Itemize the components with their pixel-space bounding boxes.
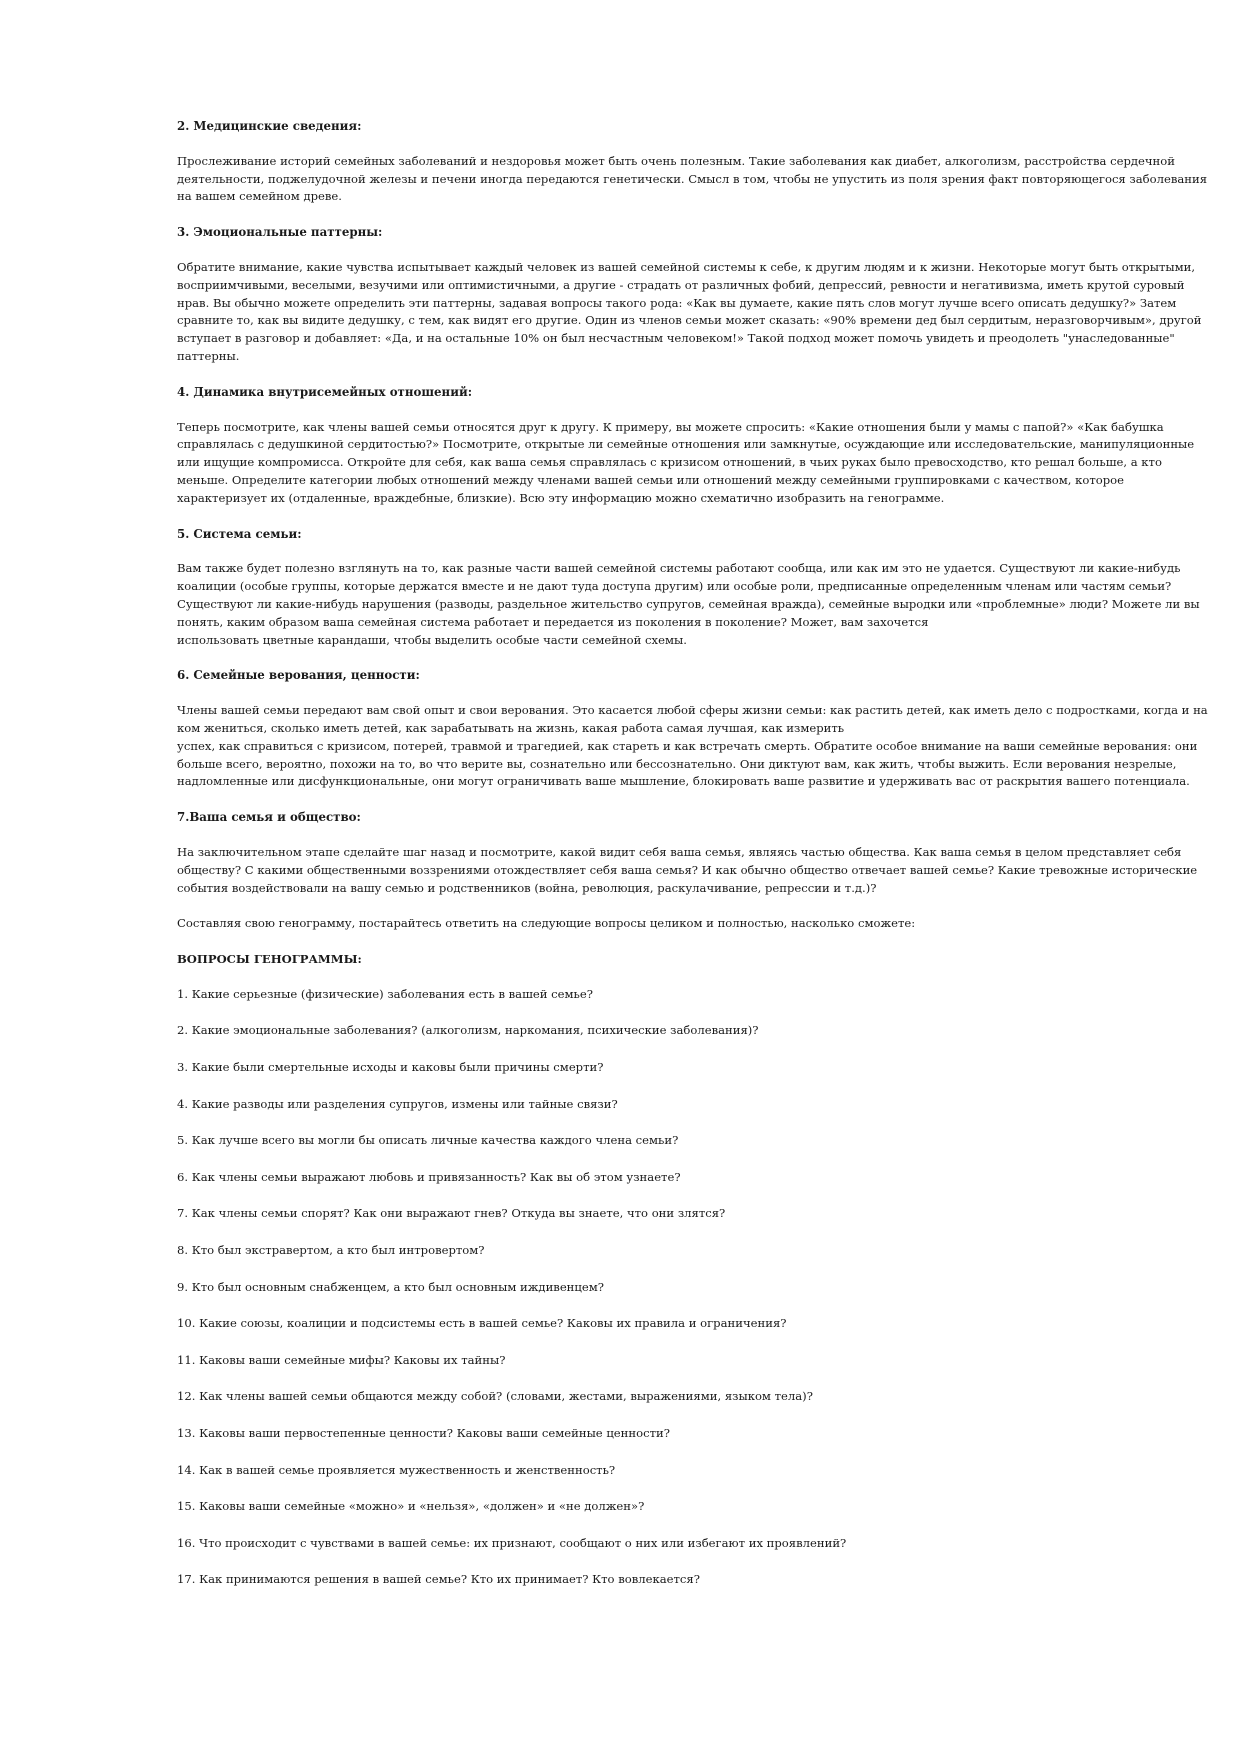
paragraph-line: успех, как справиться с кризисом, потерей, травмой и трагедией, как стареть и как встречать смерть. Обратите особое внимание на ваши семейные верования: они [177, 738, 1198, 753]
question-item: 3. Какие были смертельные исходы и каковы были причины смерти? [177, 1060, 604, 1075]
question-item: 1. Какие серьезные (физические) заболевания есть в вашей семье? [177, 986, 593, 1001]
paragraph-line: события воздействовали на вашу семью и родственников (война, революция, раскулачивание, репрессии и т.д.)? [177, 880, 877, 895]
question-item: 17. Как принимаются решения в вашей семье? Кто их принимает? Кто вовлекается? [177, 1572, 700, 1587]
question-item: 2. Какие эмоциональные заболевания? (алкоголизм, наркомания, психические заболевания)? [177, 1023, 759, 1038]
paragraph-line: обществу? С какими общественными воззрениями отождествляет себя ваша семья? И как обычно общество отвечает вашей семье? Какие тревожные исторические [177, 862, 1198, 877]
section-family-system [177, 526, 1200, 650]
paragraph-line: больше всего, вероятно, похожи на то, во что верите вы, сознательно или бессознательно. Они диктуют вам, как жить, чтобы выжить. Если верования незрелые, [177, 756, 1177, 771]
paragraph-line: Прослеживание историй семейных заболеваний и нездоровья может быть очень полезным. Такие заболевания как диабет, алкоголизм, расстройства сердечной [177, 153, 1175, 168]
section-paragraph [177, 419, 1195, 508]
question-item: 11. Каковы ваши семейные мифы? Каковы их тайны? [177, 1352, 506, 1367]
paragraph-line: меньше. Определите категории любых отношений между членами вашей семьи или отношений между семейными группировками с качеством, которое [177, 472, 1124, 487]
paragraph-line: Члены вашей семьи передают вам свой опыт и свои верования. Это касается любой сферы жизни семьи: как растить детей, как иметь дело с подростками, когда и на [177, 703, 1208, 718]
section-family-beliefs [177, 667, 1208, 791]
question-item: 7. Как члены семьи спорят? Как они выражают гнев? Откуда вы знаете, что они злятся? [177, 1206, 726, 1221]
question-item: 9. Кто был основным снабженцем, а кто был основным иждивенцем? [177, 1279, 604, 1294]
section-paragraph [177, 844, 1198, 897]
paragraph-line: коалиции (особые группы, которые держатся вместе и не дают туда доступа другим) или особые роли, предписанные определенным членам или частям семьи? [177, 579, 1172, 594]
paragraph-line: паттерны. [177, 348, 240, 363]
paragraph-line: Вам также будет полезно взглянуть на то, как разные части вашей семейной системы работают сообща, или как им это не удается. Существуют ли какие-нибудь [177, 561, 1181, 576]
question-item: 8. Кто был экстравертом, а кто был интровертом? [177, 1243, 485, 1258]
question-item: 16. Что происходит с чувствами в вашей семье: их признают, сообщают о них или избегают их проявлений? [177, 1535, 847, 1550]
question-item: 4. Какие разводы или разделения супругов, измены или тайные связи? [177, 1096, 618, 1111]
paragraph-line: нрав. Вы обычно можете определить эти паттерны, задавая вопросы такого рода: «Как вы думаете, какие пять слов могут лучше всего описать дедушку?» Затем [177, 295, 1177, 310]
questions-title: ВОПРОСЫ ГЕНОГРАММЫ: [177, 952, 362, 967]
question-item: 6. Как члены семьи выражают любовь и привязанность? Как вы об этом узнаете? [177, 1169, 681, 1184]
paragraph-line: надломленные или дисфункциональные, они могут ограничивать ваше мышление, блокировать ваше развитие и удерживать вас от раскрытия вашего потенциала. [177, 774, 1190, 789]
section-title: 6. Семейные верования, ценности: [177, 668, 420, 683]
section-paragraph [177, 153, 1208, 206]
paragraph-line: использовать цветные карандаши, чтобы выделить особые части семейной схемы. [177, 632, 687, 647]
question-item: 14. Как в вашей семье проявляется мужественность и женственность? [177, 1462, 616, 1477]
section-paragraph [177, 702, 1208, 791]
paragraph-line: Теперь посмотрите, как члены вашей семьи относятся друг к другу. К примеру, вы можете спросить: «Какие отношения были у мамы с папой?» «Как бабушка [177, 419, 1164, 434]
section-title: 7.Ваша семья и общество: [177, 810, 361, 825]
question-item: 10. Какие союзы, коалиции и подсистемы есть в вашей семье? Каковы их правила и ограничения? [177, 1316, 787, 1331]
question-item: 5. Как лучше всего вы могли бы описать личные качества каждого члена семьи? [177, 1133, 679, 1148]
paragraph-line: сравните то, как вы видите дедушку, с тем, как видят его другие. Один из членов семьи может сказать: «90% времени дед был сердитым, неразговорчивым», другой [177, 313, 1202, 328]
section-title: 2. Медицинские сведения: [177, 119, 362, 133]
paragraph-line: вступает в разговор и добавляет: «Да, и на остальные 10% он был несчастным человеком!» Такой подход может помочь увидеть и преодолеть "унаследованные" [177, 331, 1175, 346]
section-title: 3. Эмоциональные паттерны: [177, 225, 383, 240]
intro-text: Составляя свою генограмму, постарайтесь ответить на следующие вопросы целиком и полностью, насколько сможете: [177, 916, 916, 931]
questions-intro [177, 915, 1152, 933]
question-item: 13. Каковы ваши первостепенные ценности? Каковы ваши семейные ценности? [177, 1426, 670, 1441]
question-item: 12. Как члены вашей семьи общаются между собой? (словами, жестами, выражениями, языком тела)? [177, 1389, 813, 1404]
genogram-questions [177, 951, 1152, 1589]
section-title: 4. Динамика внутрисемейных отношений: [177, 384, 473, 399]
paragraph-line: восприимчивыми, веселыми, везучими или оптимистичными, а другие - страдать от различных фобий, депрессий, ревности и негативизма, иметь крутой суровый [177, 277, 1185, 292]
document-page [177, 118, 1208, 1608]
paragraph-line: ком жениться, сколько иметь детей, как зарабатывать на жизнь, какая работа самая лучшая, как измерить [177, 720, 845, 735]
question-item: 15. Каковы ваши семейные «можно» и «нельзя», «должен» и «не должен»? [177, 1499, 645, 1514]
section-medical [177, 118, 1208, 206]
paragraph-line: понять, каким образом ваша семейная система работает и передается из поколения в поколение? Может, вам захочется [177, 614, 929, 629]
section-emotional-patterns [177, 224, 1202, 366]
paragraph-line: справлялась с дедушкиной сердитостью?» Посмотрите, открытые ли семейные отношения или замкнутые, осуждающие или исследовательские, манипуляционные [177, 437, 1195, 452]
section-family-dynamics [177, 384, 1195, 508]
paragraph-line: характеризует их (отдаленные, враждебные, близкие). Всю эту информацию можно схематично изобразить на генограмме. [177, 490, 945, 505]
paragraph-line: или ищущие компромисса. Откройте для себя, как ваша семья справлялась с кризисом отношений, в чьих руках было превосходство, кто решал больше, а кто [177, 455, 1162, 470]
paragraph-line: деятельности, поджелудочной железы и печени иногда передаются генетически. Смысл в том, чтобы не упустить из поля зрения факт повторяющегося заболевания [177, 171, 1208, 186]
section-title: 5. Система семьи: [177, 526, 302, 541]
paragraph-line: на вашем семейном древе. [177, 189, 342, 204]
section-paragraph [177, 259, 1202, 366]
paragraph-line: Обратите внимание, какие чувства испытывает каждый человек из вашей семейной системы к себе, к другим людям и к жизни. Некоторые могут быть открытыми, [177, 259, 1196, 274]
paragraph-line: Существуют ли какие-нибудь нарушения (разводы, раздельное жительство супругов, семейная вражда), семейные выродки или «проблемные» люди? Можете ли вы [177, 596, 1200, 611]
section-paragraph [177, 560, 1200, 649]
section-family-and-society [177, 809, 1198, 897]
paragraph-line: На заключительном этапе сделайте шаг назад и посмотрите, какой видит себя ваша семья, являясь частью общества. Как ваша семья в целом представляет себя [177, 844, 1182, 859]
